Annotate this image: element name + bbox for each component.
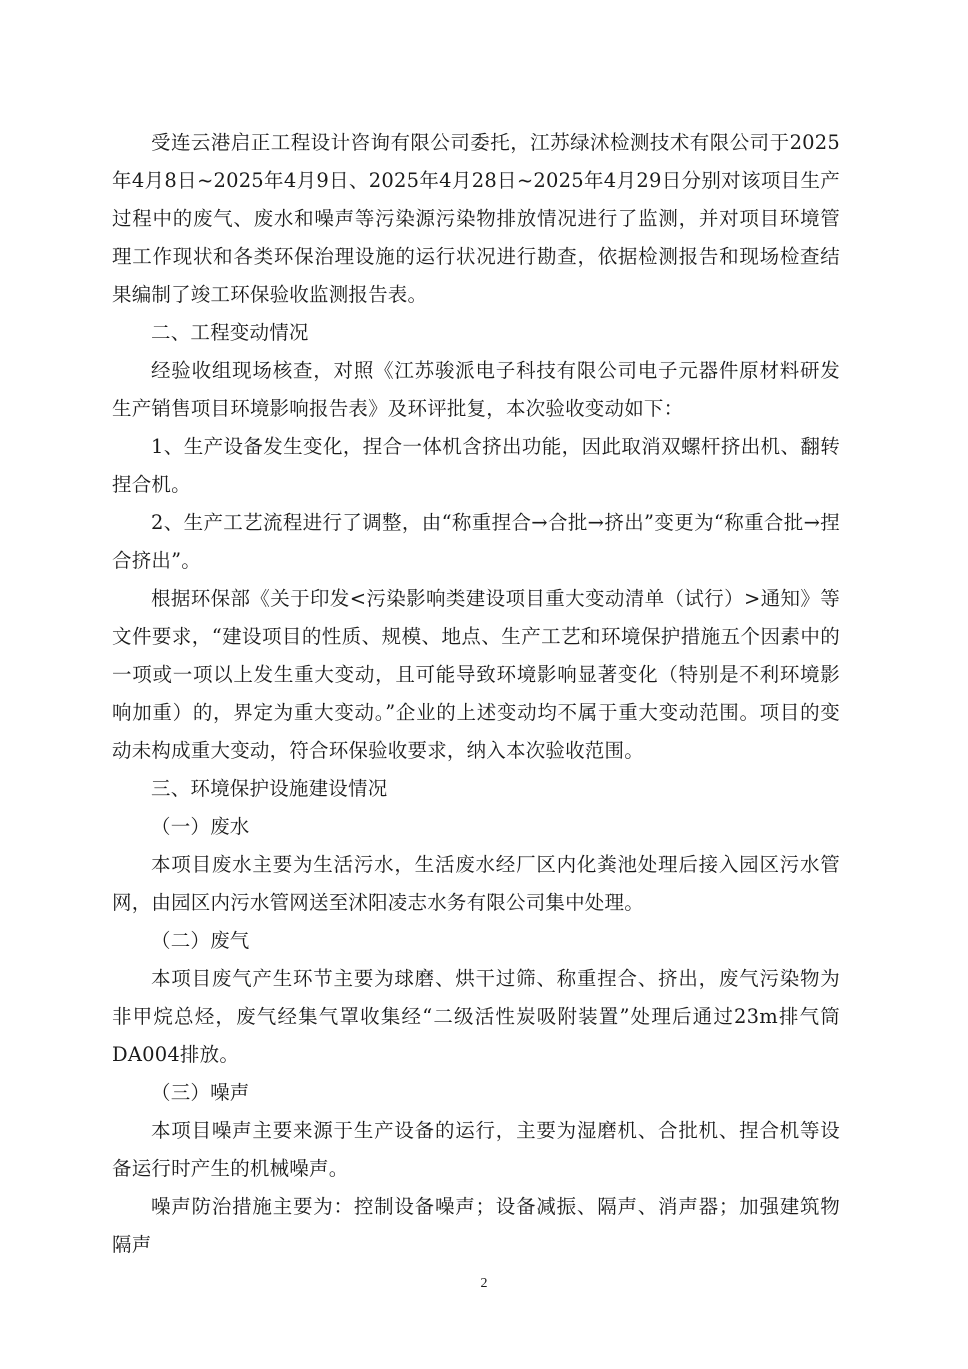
paragraph-noise-sources: 本项目噪声主要来源于生产设备的运行，主要为湿磨机、合批机、捏合机等设备运行时产生的机械噪声。 — [112, 1119, 840, 1180]
paragraph-noise-measures: 噪声防治措施主要为：控制设备噪声；设备减振、隔声、消声器；加强建筑物隔声 — [112, 1195, 840, 1256]
paragraph-major-change-assessment: 根据环保部《关于印发<污染影响类建设项目重大变动清单（试行）>通知》等文件要求，“建设项目的性质、规模、地点、生产工艺和环境保护措施五个因素中的一项或一项以上发生重大变动，且可能导致环境影响显著变化（特别是不利环境影响加重）的，界定为重大变动。”企业的上述变动均不属于重大变动范围。项目的变动未构成重大变动，符合环保验收要求，纳入本次验收范围。 — [112, 587, 840, 762]
page-number: 2 — [480, 1276, 488, 1291]
subheading-waste-gas: （二）废气 — [151, 929, 250, 952]
heading-project-changes: 二、工程变动情况 — [151, 321, 309, 344]
paragraph-change-process: 2、生产工艺流程进行了调整，由“称重捏合→合批→挤出”变更为“称重合批→捏合挤出”。 — [112, 511, 840, 572]
document-body — [112, 124, 840, 1264]
paragraph-wastewater: 本项目废水主要为生活污水，生活废水经厂区内化粪池处理后接入园区污水管网，由园区内污水管网送至沭阳凌志水务有限公司集中处理。 — [112, 853, 840, 914]
paragraph-change-equipment: 1、生产设备发生变化，捏合一体机含挤出功能，因此取消双螺杆挤出机、翻转捏合机。 — [112, 435, 840, 496]
paragraph-waste-gas: 本项目废气产生环节主要为球磨、烘干过筛、称重捏合、挤出，废气污染物为非甲烷总烃，废气经集气罩收集经“二级活性炭吸附装置”处理后通过23m排气筒DA004排放。 — [112, 967, 840, 1066]
subheading-wastewater: （一）废水 — [151, 815, 250, 838]
paragraph-verification-basis: 经验收组现场核查，对照《江苏骏派电子科技有限公司电子元器件原材料研发生产销售项目环境影响报告表》及环评批复，本次验收变动如下： — [112, 359, 840, 420]
subheading-noise: （三）噪声 — [151, 1081, 250, 1104]
heading-environmental-facilities: 三、环境保护设施建设情况 — [151, 777, 388, 800]
paragraph-monitoring-intro: 受连云港启正工程设计咨询有限公司委托，江苏绿沭检测技术有限公司于2025年4月8日~2025年4月9日、2025年4月28日~2025年4月29日分别对该项目生产过程中的废气、废水和噪声等污染源污染物排放情况进行了监测，并对项目环境管理工作现状和各类环保治理设施的运行状况进行勘查，依据检测报告和现场检查结果编制了竣工环保验收监测报告表。 — [112, 131, 840, 306]
